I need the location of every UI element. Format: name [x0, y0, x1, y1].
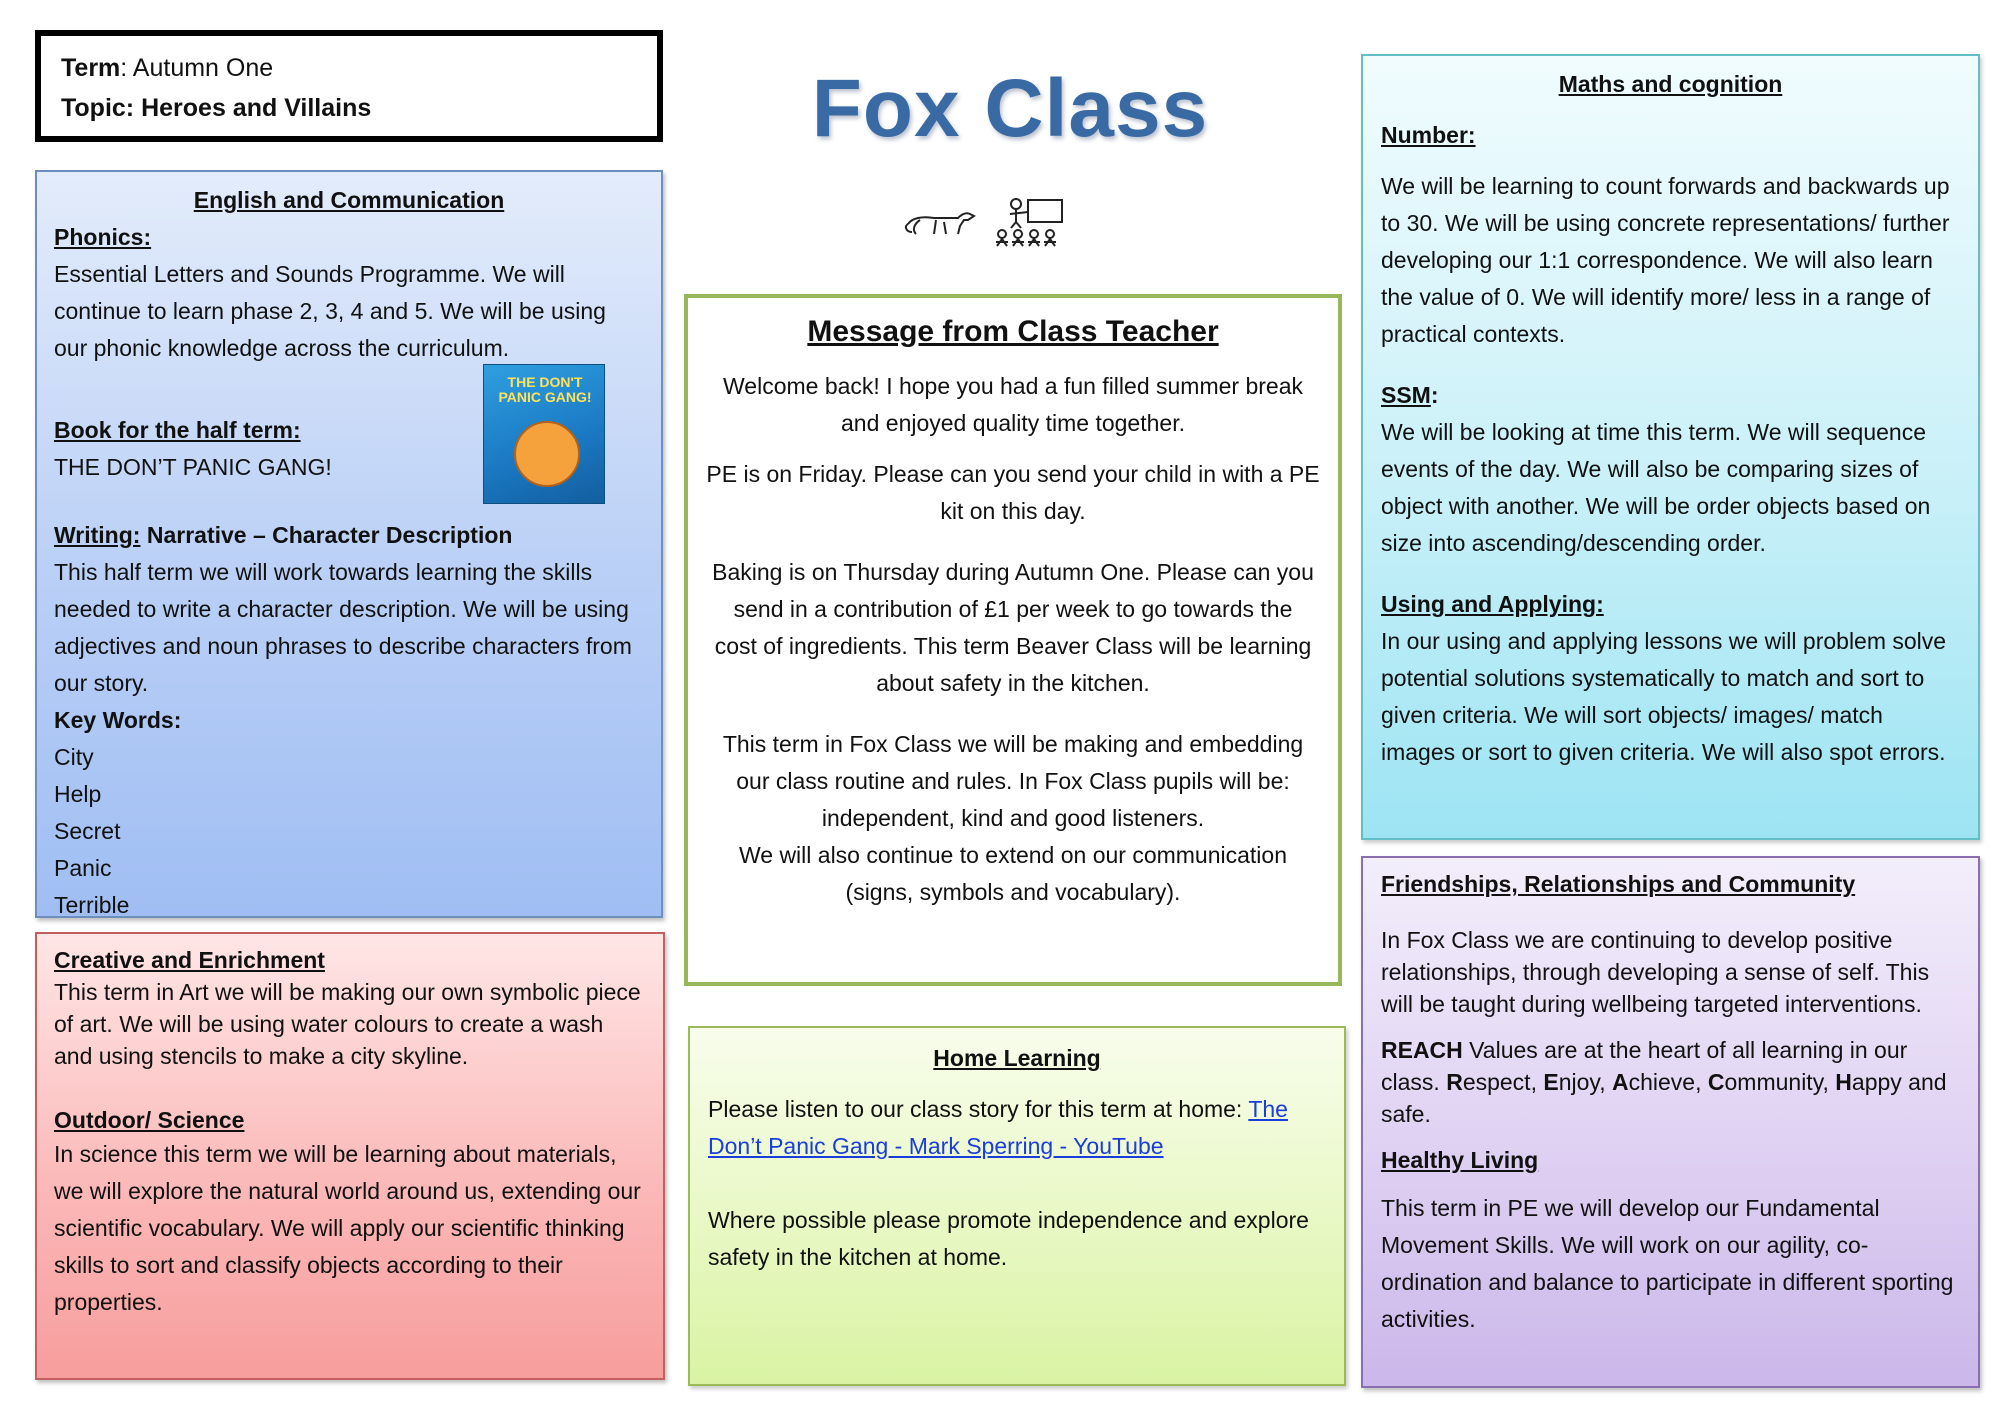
ssm-heading: SSM	[1381, 382, 1431, 408]
home-text-2: Where possible please promote independence and explore safety in the kitchen at home.	[708, 1207, 1309, 1270]
term-label: Term	[61, 54, 121, 82]
page-title: Fox Class	[811, 63, 1209, 154]
keywords-heading: Key Words:	[54, 707, 182, 733]
book-title: THE DON’T PANIC GANG!	[54, 454, 332, 480]
writing-line	[54, 517, 644, 554]
term-line	[61, 48, 637, 88]
keyword-item: City	[54, 744, 94, 770]
writing-subheading: Narrative – Character Description	[140, 522, 513, 548]
applying-text: In our using and applying lessons we will problem solve potential solutions systematically to match and sort to given criteria. We will sort objects/ images/ match images or sort to given criteria. We will also spot errors.	[1381, 628, 1947, 765]
symbol-row	[900, 196, 1080, 252]
home-learning-panel	[688, 1026, 1346, 1386]
creative-heading: Creative and Enrichment	[54, 947, 325, 973]
class-group-symbol-icon	[996, 199, 1062, 246]
message-paragraph: PE is on Friday. Please can you send your child in with a PE kit on this day.	[706, 461, 1320, 524]
keyword-item: Panic	[54, 855, 112, 881]
value-initial: E	[1543, 1069, 1559, 1095]
friendships-community-panel	[1361, 856, 1980, 1388]
value-rest: chieve,	[1628, 1069, 1708, 1095]
message-heading: Message from Class Teacher	[807, 315, 1219, 348]
writing-text: This half term we will work towards learning the skills needed to write a character description. We will be using adjectives and noun phrases to describe characters from our story.	[54, 559, 632, 696]
value-initial: H	[1835, 1069, 1852, 1095]
reach-intro: Values are at the heart of all learning in our class.	[1381, 1037, 1908, 1095]
keyword-item: Help	[54, 781, 102, 807]
message-paragraph: This term in Fox Class we will be making and embedding our class routine and rules. In Fox Class pupils will be: independent, kind and good listeners.	[722, 731, 1304, 831]
friends-text: In Fox Class we are continuing to develop positive relationships, through developing a sense of self. This will be taught during wellbeing targeted interventions.	[1381, 927, 1930, 1017]
value-initial: A	[1611, 1069, 1629, 1095]
ssm-colon: :	[1430, 382, 1439, 408]
term-topic-box	[35, 30, 663, 142]
book-cover-character	[514, 421, 580, 487]
ssm-text: We will be looking at time this term. We will sequence events of the day. We will also be comparing sizes of object with another. We will be order objects based on size into ascending/descending order.	[1381, 419, 1931, 556]
phonics-text: Essential Letters and Sounds Programme. We will continue to learn phase 2, 3, 4 and 5. We will be using our phonic knowledge across the curriculum.	[54, 261, 606, 361]
book-cover-image	[483, 364, 605, 504]
term-value: : Autumn One	[120, 54, 274, 82]
value-rest: espect,	[1462, 1069, 1544, 1095]
healthy-heading: Healthy Living	[1381, 1147, 1539, 1173]
youtube-link[interactable]: The Don’t Panic Gang - Mark Sperring - YouTube	[708, 1096, 1288, 1159]
message-paragraph: Welcome back! I hope you had a fun filled summer break and enjoyed quality time together.	[723, 373, 1303, 436]
friends-heading: Friendships, Relationships and Community	[1381, 871, 1856, 897]
applying-heading: Using and Applying:	[1381, 591, 1604, 617]
value-rest: ommunity,	[1724, 1069, 1836, 1095]
phonics-heading: Phonics:	[54, 224, 152, 250]
teacher-message-panel	[684, 294, 1342, 986]
book-cover-title: THE DON'T PANIC GANG!	[498, 374, 592, 405]
value-initial: C	[1707, 1069, 1725, 1095]
book-heading: Book for the half term:	[54, 417, 301, 443]
home-heading: Home Learning	[933, 1045, 1101, 1071]
home-intro-text: Please listen to our class story for this term at home:	[708, 1096, 1249, 1122]
maths-heading: Maths and cognition	[1558, 71, 1783, 97]
creative-text: This term in Art we will be making our own symbolic piece of art. We will be using water colours to create a wash and using stencils to make a city skyline.	[54, 979, 641, 1069]
keyword-item: Terrible	[54, 892, 130, 918]
value-rest: appy and safe.	[1381, 1069, 1947, 1127]
message-paragraph: We will also continue to extend on our communication (signs, symbols and vocabulary).	[738, 842, 1288, 905]
maths-cognition-panel	[1361, 54, 1980, 840]
english-heading: English and Communication	[193, 187, 505, 213]
fox-symbol-icon	[906, 213, 974, 234]
science-heading: Outdoor/ Science	[54, 1107, 245, 1133]
topic-line	[61, 88, 637, 128]
ssm-line	[1381, 377, 1960, 414]
writing-heading: Writing:	[54, 522, 141, 548]
value-initial: R	[1446, 1069, 1463, 1095]
topic-value: Heroes and Villains	[134, 94, 372, 122]
english-communication-panel	[35, 170, 663, 918]
message-paragraph: Baking is on Thursday during Autumn One. Please can you send in a contribution of £1 per week to go towards the cost of ingredients. This term Beaver Class will be learning about safety in the kitchen.	[712, 559, 1314, 696]
science-text: In science this term we will be learning about materials, we will explore the natural world around us, extending our scientific vocabulary. We will apply our scientific thinking skills to sort and classify objects according to their properties.	[54, 1141, 641, 1315]
number-heading: Number:	[1381, 122, 1476, 148]
topic-label: Topic:	[61, 94, 135, 122]
creative-enrichment-panel	[35, 932, 665, 1380]
reach-values-text	[1381, 1034, 1960, 1130]
reach-bold: REACH	[1381, 1037, 1463, 1063]
value-rest: njoy,	[1558, 1069, 1612, 1095]
healthy-text: This term in PE we will develop our Fundamental Movement Skills. We will work on our agility, co-ordination and balance to participate in different sporting activities.	[1381, 1195, 1954, 1332]
keyword-item: Secret	[54, 818, 121, 844]
number-text: We will be learning to count forwards and backwards up to 30. We will be using concrete representations/ further developing our 1:1 correspondence. We will also learn the value of 0. We will identify more/ less in a range of practical contexts.	[1381, 173, 1950, 347]
home-text	[708, 1091, 1326, 1165]
